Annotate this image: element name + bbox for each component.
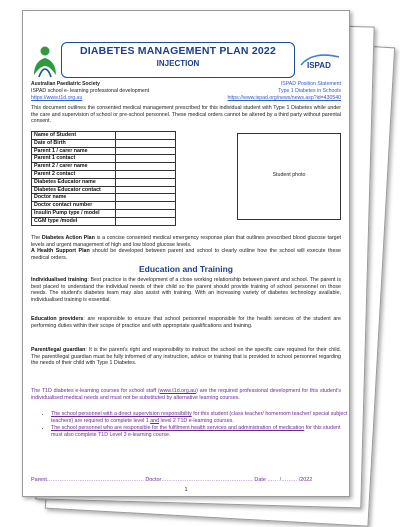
t1d-link[interactable]: https://www.t1d.org.au <box>31 95 83 101</box>
training-bold: Individualised training <box>31 277 88 283</box>
t1d-schools-note: Type 1 Diabetes in Schools <box>278 88 341 94</box>
training-paragraph-2 <box>31 316 341 329</box>
field-label: Insulin Pump type / model <box>32 209 116 217</box>
page-title: DIABETES MANAGEMENT PLAN 2022 <box>80 45 276 57</box>
field-value-cell[interactable] <box>116 170 176 178</box>
field-label: Doctor contact number <box>32 202 116 210</box>
requirement-text: for this student must also complete T1D Level 3 e-learning course. <box>51 425 341 438</box>
field-label: Diabetes Educator name <box>32 178 116 186</box>
field-value-cell[interactable] <box>116 202 176 210</box>
field-label: Parent 2 contact <box>32 170 116 178</box>
table-row <box>32 217 176 225</box>
training-bold: Parent/legal guardian <box>31 347 86 353</box>
list-item <box>51 411 350 424</box>
student-info-table <box>31 131 176 226</box>
field-label: CGM type /model <box>32 217 116 225</box>
requirement-text: for this student (class teacher/ homeroom teacher/ special subject teachers) are required to complete level 1 <box>51 411 348 424</box>
field-value-cell[interactable] <box>116 217 176 225</box>
ispad-logo-icon <box>299 51 343 71</box>
action-plan-pre: The <box>31 235 42 241</box>
ispad-logo-text: ISPAD <box>307 61 331 70</box>
table-row <box>32 155 176 163</box>
signature-line[interactable]: Parent……………………………………………… Doctor…………………………………………… Date …… /……… /2022 <box>31 477 313 483</box>
field-value-cell[interactable] <box>116 209 176 217</box>
title-banner <box>61 42 295 78</box>
field-value-cell[interactable] <box>116 155 176 163</box>
health-support-bold: A Health Support Plan <box>31 248 90 255</box>
table-row <box>32 202 176 210</box>
field-value-cell[interactable] <box>116 147 176 155</box>
health-support-text: should be developed between parent and school to clearly outline how the school will execute these medical orders. <box>31 248 341 261</box>
action-plan-paragraph <box>31 235 341 261</box>
training-paragraph-3 <box>31 347 341 367</box>
list-item <box>51 425 350 438</box>
training-bold: Education providers <box>31 316 84 322</box>
training-text: : It is the parent's right and responsibility to instruct the school on the specific care required for their child. The parent/legal guardian must be fully informed of any instruction, advice or training that is provided to school personnel regarding the needs of their child with Type 1 Diabetes. <box>31 347 341 367</box>
table-row <box>32 178 176 186</box>
field-value-cell[interactable] <box>116 132 176 140</box>
field-value-cell[interactable] <box>116 194 176 202</box>
table-row <box>32 186 176 194</box>
org-name: Australian Paediatric Society <box>31 81 100 87</box>
ispad-link[interactable]: https://www.ispad.org/news/news.asp?id=430540 <box>227 95 341 101</box>
elearning-requirements-list <box>37 411 350 439</box>
elearning-post: ) are the required professional development for this student's individualised medical needs and must not be substituted by alternative learning courses. <box>31 388 341 401</box>
student-photo-label: Student photo <box>272 172 306 178</box>
field-value-cell[interactable] <box>116 178 176 186</box>
ispad-position-statement: ISPAD Position Statement <box>280 81 341 87</box>
field-label: Parent 2 / carer name <box>32 163 116 171</box>
table-row <box>32 132 176 140</box>
field-label: Diabetes Educator contact <box>32 186 116 194</box>
field-label: Doctor name <box>32 194 116 202</box>
table-row <box>32 194 176 202</box>
training-text: : Best practice is the development of a close working relationship between parent and school. The parent is best placed to understand the individual needs of their child so the parent should provide training of school personnel on those needs. The student's diabetes team may also assist with training. With an increasing variety of diabetes technology available, individualised training is essential. <box>31 277 341 303</box>
table-row <box>32 209 176 217</box>
table-row <box>32 163 176 171</box>
aps-logo-icon <box>31 45 59 79</box>
table-row <box>32 170 176 178</box>
field-label: Name of Student <box>32 132 116 140</box>
section-heading: Education and Training <box>139 264 233 274</box>
page-number: 1 <box>184 487 188 493</box>
table-row <box>32 147 176 155</box>
action-plan-text: is a concise consented medical emergency response plan that outlines prescribed blood glucose target levels and urgent management of high and low blood glucose levels. <box>31 235 341 248</box>
training-text: : are responsible to ensure that school personnel responsible for the health services of the student are performing duties within their scope of practice and with appropriate qualifications and training. <box>31 316 341 329</box>
elearning-note: ISPAD school e- learning professional development <box>31 88 150 94</box>
field-label: Parent 1 / carer name <box>32 147 116 155</box>
field-value-cell[interactable] <box>116 163 176 171</box>
requirement-underlined: The school personnel who are responsible for the fulfilment health services and administration of medication <box>51 425 305 432</box>
elearning-paragraph <box>31 388 341 401</box>
training-paragraph-1 <box>31 277 341 303</box>
field-value-cell[interactable] <box>116 186 176 194</box>
requirement-text-end: level 2 T1D e-learning courses. <box>159 417 234 424</box>
student-photo-box[interactable] <box>237 133 341 220</box>
field-label: Date of Birth <box>32 139 116 147</box>
intro-paragraph: This document outlines the consented medical management prescribed for this individual student with Type 1 Diabetes while under the care and supervision of school or pre-school personnel. These medical orders cannot be altered by a third party without parental consent. <box>31 105 341 125</box>
elearning-pre: The T1D diabetes e-learning courses for school staff ( <box>31 388 160 394</box>
field-label: Parent 1 contact <box>32 155 116 163</box>
action-plan-bold: Diabetes Action Plan <box>41 235 95 241</box>
requirement-underlined: The school personnel with a direct supervision responsibility <box>51 411 192 417</box>
elearning-link[interactable]: www.t1d.org.au <box>159 388 197 394</box>
page-subtitle: INJECTION <box>156 59 200 68</box>
document-page <box>22 10 350 497</box>
table-row <box>32 139 176 147</box>
field-value-cell[interactable] <box>116 139 176 147</box>
requirement-and: and <box>150 417 160 424</box>
